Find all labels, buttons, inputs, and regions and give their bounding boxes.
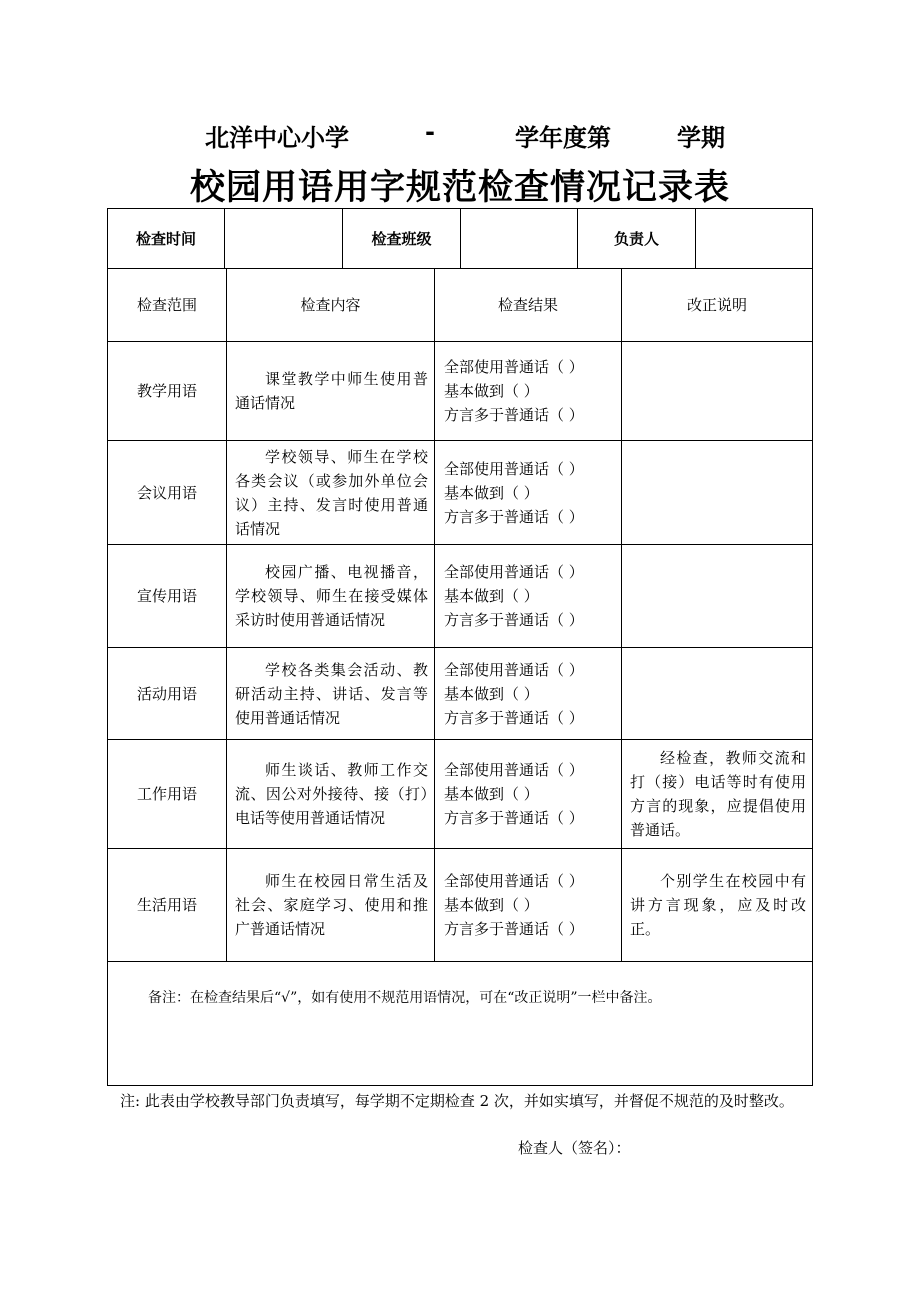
row-correction-note: 经检查，教师交流和打（接）电话等时有使用方言的现象，应提倡使用普通话。 xyxy=(630,749,806,839)
row-content: 师生谈话、教师工作交流、因公对外接待、接（打）电话等使用普通话情况 xyxy=(235,761,428,827)
result-option-dialect-more[interactable]: 方言多于普通话（ ） xyxy=(444,920,584,938)
row-result-options[interactable] xyxy=(435,648,621,739)
table-remark: 备注：在检查结果后“√”，如有使用不规范用语情况，可在“改正说明”一栏中备注。 xyxy=(148,990,662,1006)
result-option-basically[interactable]: 基本做到（ ） xyxy=(444,382,539,400)
result-option-dialect-more[interactable]: 方言多于普通话（ ） xyxy=(444,611,584,629)
column-header-correction: 改正说明 xyxy=(686,296,747,314)
row-content: 学校各类集会活动、教研活动主持、讲话、发言等使用普通话情况 xyxy=(235,660,428,727)
person-in-charge-label: 负责人 xyxy=(613,229,659,248)
row-result-options[interactable] xyxy=(435,740,621,848)
row-scope: 生活用语 xyxy=(136,896,197,914)
result-option-all-mandarin[interactable]: 全部使用普通话（ ） xyxy=(444,761,584,779)
row-content: 学校领导、师生在学校各类会议（或参加外单位会议）主持、发言时使用普通话情况 xyxy=(235,447,428,538)
result-option-basically[interactable]: 基本做到（ ） xyxy=(444,483,539,502)
result-option-basically[interactable]: 基本做到（ ） xyxy=(444,684,539,703)
result-option-all-mandarin[interactable]: 全部使用普通话（ ） xyxy=(444,660,584,679)
result-option-all-mandarin[interactable]: 全部使用普通话（ ） xyxy=(444,358,584,376)
result-option-all-mandarin[interactable]: 全部使用普通话（ ） xyxy=(444,563,584,581)
result-option-all-mandarin[interactable]: 全部使用普通话（ ） xyxy=(444,872,584,890)
result-option-all-mandarin[interactable]: 全部使用普通话（ ） xyxy=(444,459,584,478)
inspection-time-field[interactable] xyxy=(225,209,342,268)
column-header-scope: 检查范围 xyxy=(136,296,197,314)
row-scope: 宣传用语 xyxy=(136,587,197,605)
row-content: 师生在校园日常生活及社会、家庭学习、使用和推广普通话情况 xyxy=(235,872,428,938)
row-result-options[interactable] xyxy=(435,342,621,440)
row-content: 课堂教学中师生使用普通话情况 xyxy=(235,370,428,412)
result-option-basically[interactable]: 基本做到（ ） xyxy=(444,785,539,803)
year-dash: - xyxy=(425,118,435,146)
inspected-class-field[interactable] xyxy=(461,209,577,268)
result-option-dialect-more[interactable]: 方言多于普通话（ ） xyxy=(444,406,584,424)
column-header-content: 检查内容 xyxy=(300,296,361,314)
term-label: 学期 xyxy=(677,124,725,152)
school-name: 北洋中心小学 xyxy=(205,124,349,152)
result-option-dialect-more[interactable]: 方言多于普通话（ ） xyxy=(444,809,584,827)
academic-year-label: 学年度第 xyxy=(515,124,611,152)
row-result-options[interactable] xyxy=(435,849,621,961)
inspection-time-label: 检查时间 xyxy=(135,229,196,248)
result-option-basically[interactable]: 基本做到（ ） xyxy=(444,587,539,605)
result-option-dialect-more[interactable]: 方言多于普通话（ ） xyxy=(444,507,584,526)
signature-label: 检查人（签名）： xyxy=(518,1139,631,1157)
person-in-charge-field[interactable] xyxy=(696,209,812,268)
row-result-options[interactable] xyxy=(435,441,621,544)
row-correction-note: 个别学生在校园中有讲方言现象，应及时改正。 xyxy=(630,872,806,938)
row-scope: 教学用语 xyxy=(136,382,197,400)
column-header-result: 检查结果 xyxy=(497,296,558,314)
page-title: 校园用语用字规范检查情况记录表 xyxy=(189,168,730,208)
row-result-options[interactable] xyxy=(435,545,621,647)
row-scope: 工作用语 xyxy=(136,785,197,803)
inspected-class-label: 检查班级 xyxy=(371,229,432,248)
row-content: 校园广播、电视播音，学校领导、师生在接受媒体采访时使用普通话情况 xyxy=(235,563,428,629)
footer-note: 注: 此表由学校教导部门负责填写，每学期不定期检查 2 次，并如实填写，并督促不规范的及时整改。 xyxy=(120,1092,794,1110)
result-option-basically[interactable]: 基本做到（ ） xyxy=(444,896,539,914)
row-scope: 会议用语 xyxy=(136,483,197,502)
row-scope: 活动用语 xyxy=(136,684,197,703)
result-option-dialect-more[interactable]: 方言多于普通话（ ） xyxy=(444,708,584,727)
